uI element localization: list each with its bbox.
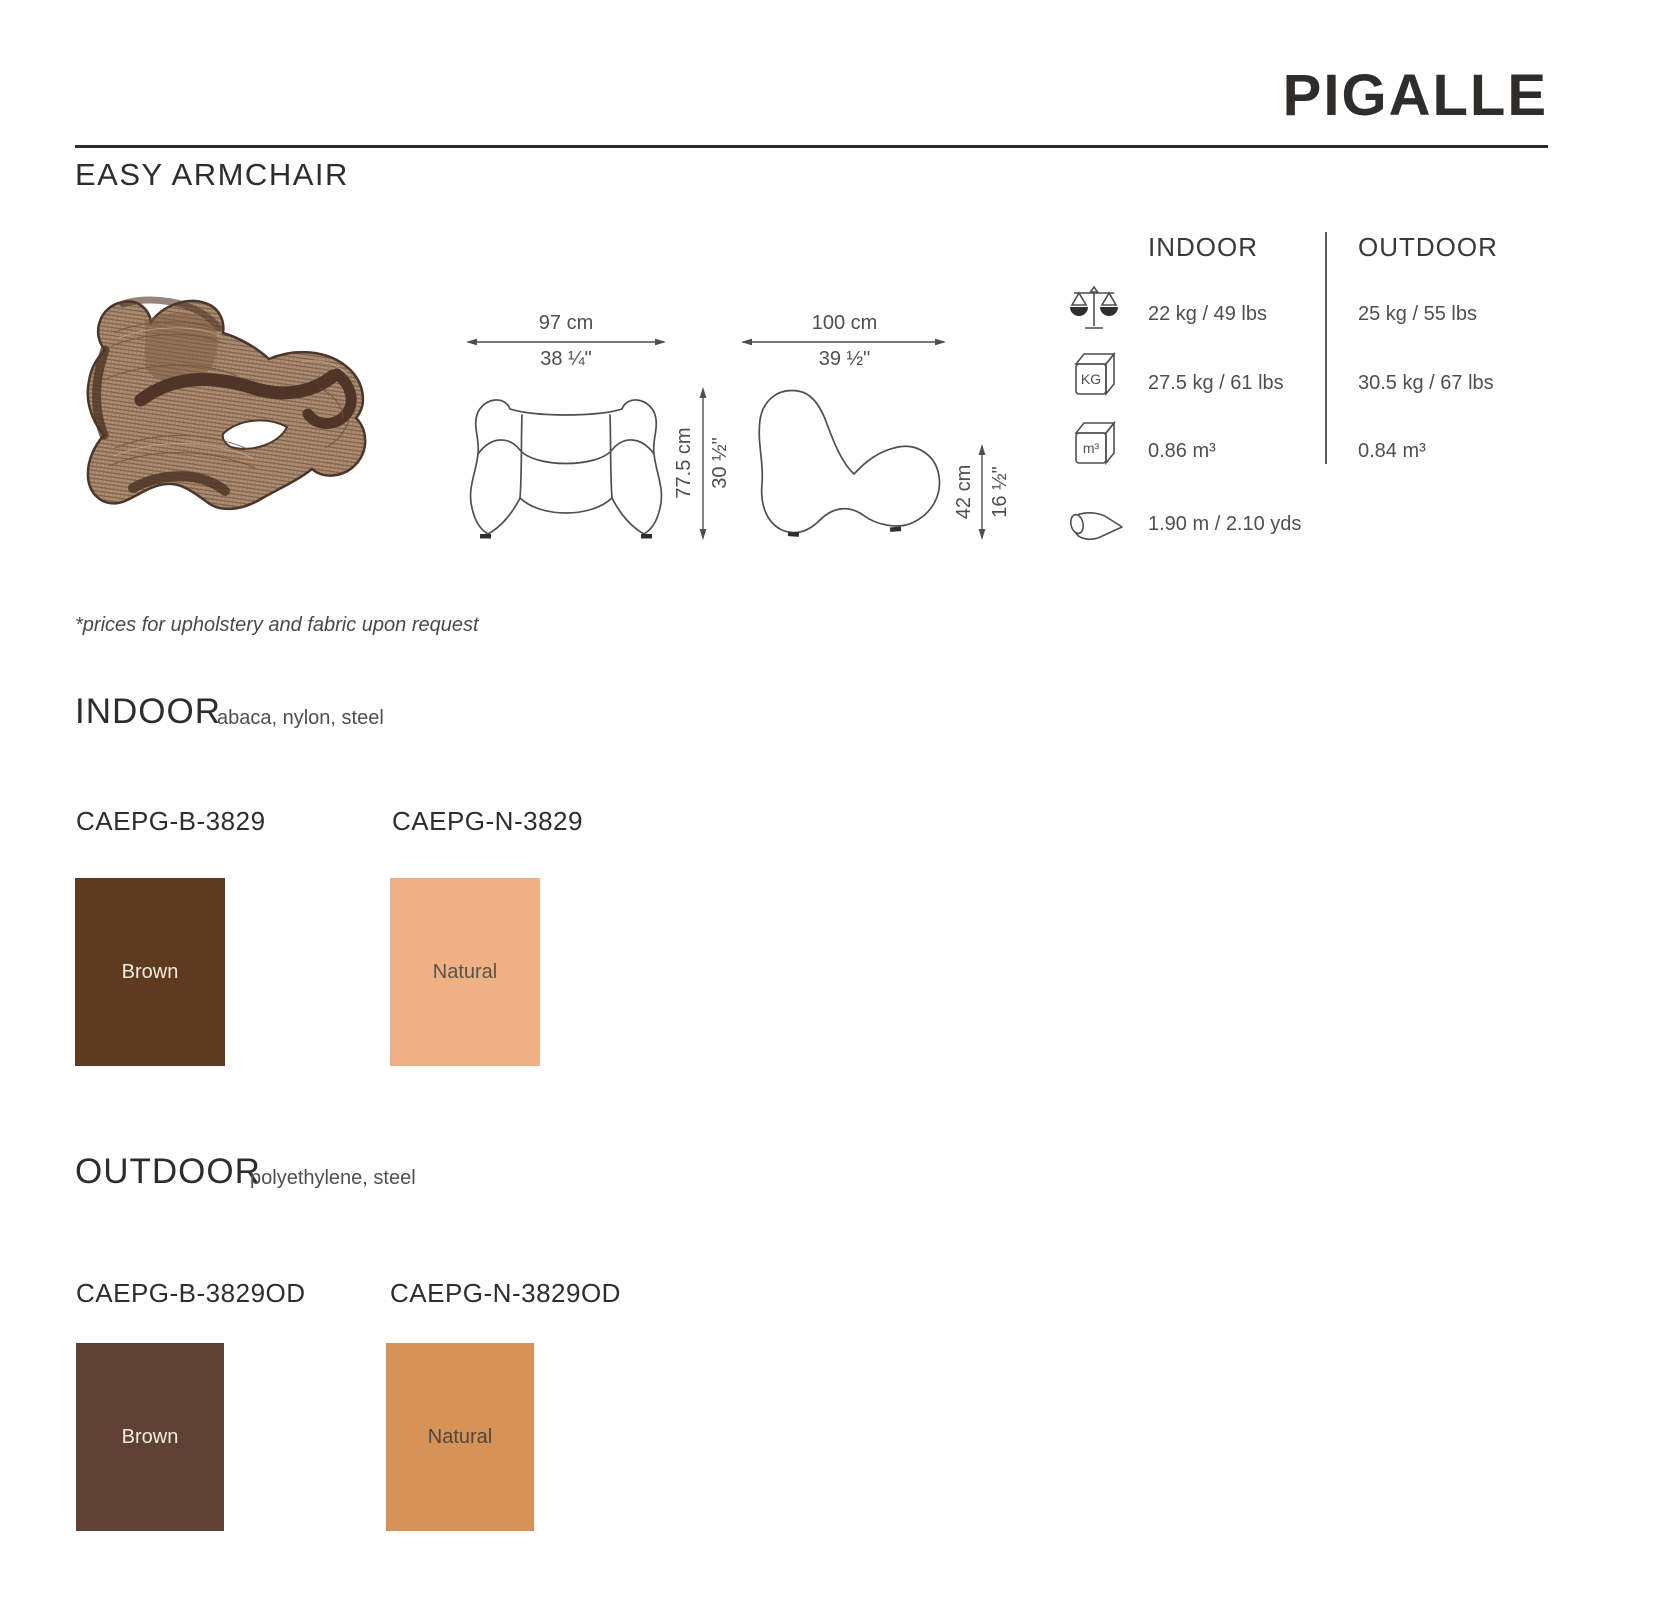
- volume-box-label: m³: [1082, 440, 1100, 456]
- volume-box-icon: [1072, 419, 1118, 467]
- front-height-in-label: 30 ½": [708, 437, 731, 489]
- spec-volume-outdoor: 0.84 m³: [1358, 440, 1426, 462]
- swatch-code-outdoor-natural: CAEPG-N-3829OD: [390, 1278, 621, 1308]
- seat-height-dimension-line: [976, 443, 988, 541]
- scale-icon: [1068, 284, 1120, 334]
- spec-packed-weight-outdoor: 30.5 kg / 67 lbs: [1358, 372, 1494, 394]
- page-title: PIGALLE: [1282, 63, 1548, 128]
- seat-height-cm-label: 42 cm: [952, 464, 975, 520]
- color-swatch-indoor-natural: [390, 878, 540, 1066]
- side-view-drawing: [742, 386, 947, 541]
- specs-outdoor-header: OUTDOOR: [1358, 232, 1498, 262]
- indoor-section-title: INDOOR: [75, 692, 221, 731]
- spec-net-weight-indoor: 22 kg / 49 lbs: [1148, 303, 1267, 325]
- title-rule: [75, 145, 1548, 148]
- kg-box-icon: [1072, 350, 1118, 398]
- swatch-label-indoor-brown: Brown: [121, 960, 179, 983]
- front-width-cm-label: 97 cm: [538, 312, 594, 334]
- color-swatch-outdoor-natural: [386, 1343, 534, 1531]
- spec-packed-weight-indoor: 27.5 kg / 61 lbs: [1148, 372, 1284, 394]
- kg-box-label: KG: [1080, 371, 1102, 387]
- spec-fabric-indoor: 1.90 m / 2.10 yds: [1148, 513, 1302, 535]
- spec-volume-indoor: 0.86 m³: [1148, 440, 1216, 462]
- front-height-cm-label: 77.5 cm: [672, 427, 695, 499]
- product-photo: [75, 288, 380, 525]
- front-width-in-label: 38 ¼": [540, 348, 592, 370]
- upholstery-note: *prices for upholstery and fabric upon request: [75, 614, 479, 636]
- indoor-materials: abaca, nylon, steel: [217, 707, 384, 729]
- color-swatch-indoor-brown: [75, 878, 225, 1066]
- outdoor-section-title: OUTDOOR: [75, 1152, 261, 1191]
- side-width-cm-label: 100 cm: [811, 312, 878, 334]
- spec-net-weight-outdoor: 25 kg / 55 lbs: [1358, 303, 1477, 325]
- side-width-in-label: 39 ½": [818, 348, 871, 370]
- fabric-roll-icon: [1066, 504, 1124, 544]
- front-width-dimension-line: [465, 336, 667, 348]
- seat-height-in-label: 16 ½": [988, 466, 1011, 518]
- front-height-dimension-line: [697, 386, 709, 541]
- swatch-code-indoor-natural: CAEPG-N-3829: [392, 806, 583, 836]
- specs-column-divider: [1325, 232, 1327, 464]
- side-width-dimension-line: [740, 336, 947, 348]
- swatch-code-outdoor-brown: CAEPG-B-3829OD: [76, 1278, 306, 1308]
- swatch-code-indoor-brown: CAEPG-B-3829: [76, 806, 266, 836]
- swatch-label-outdoor-brown: Brown: [121, 1425, 179, 1448]
- front-view-drawing: [465, 386, 667, 541]
- outdoor-materials: polyethylene, steel: [250, 1167, 416, 1189]
- swatch-label-indoor-natural: Natural: [432, 960, 498, 983]
- swatch-label-outdoor-natural: Natural: [427, 1425, 493, 1448]
- product-subtitle: EASY ARMCHAIR: [75, 157, 349, 192]
- color-swatch-outdoor-brown: [76, 1343, 224, 1531]
- specs-indoor-header: INDOOR: [1148, 232, 1258, 262]
